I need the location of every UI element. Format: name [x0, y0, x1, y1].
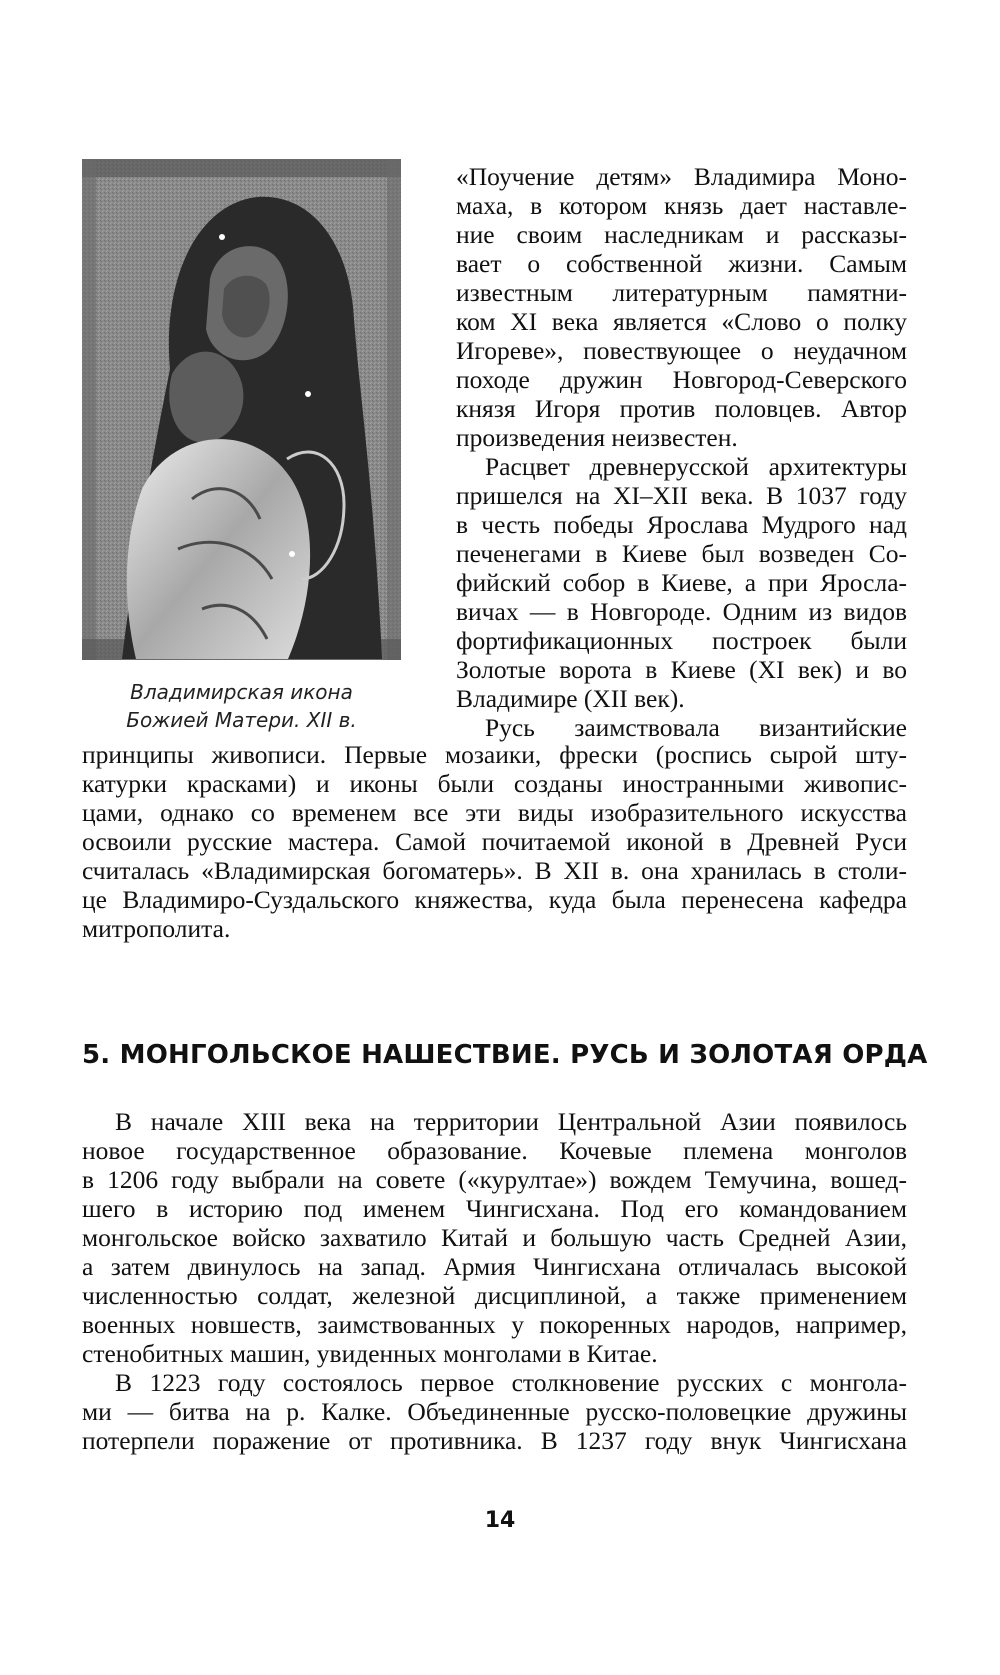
text-line: Золотые ворота в Киеве (XI век) и во	[456, 655, 907, 684]
text-line: шего в историю под именем Чингисхана. Под его командованием	[82, 1194, 907, 1223]
caption-line: Владимирская икона	[130, 680, 353, 704]
text-line: считалась «Владимирская богоматерь». В XII в. она хранилась в столи-	[82, 856, 907, 885]
text-line: принципы живописи. Первые мозаики, фрески (роспись сырой шту-	[82, 740, 907, 769]
text-line: Русь заимствовала византийские	[485, 713, 907, 742]
text-line: произведения неизвестен.	[456, 423, 738, 452]
text-line: численностью солдат, железной дисциплиной, а также применением	[82, 1281, 907, 1310]
icon-figure	[82, 159, 401, 734]
text-line: пришелся на XI–XII века. В 1037 году	[456, 481, 907, 510]
text-line: фийский собор в Киеве, а при Яросла-	[456, 568, 907, 597]
text-line: известным литературным памятни-	[456, 278, 907, 307]
text-line: военных новшеств, заимствованных у покоренных народов, например,	[82, 1310, 907, 1339]
caption-line: Божией Матери. XII в.	[126, 708, 357, 732]
text-line: фортификационных построек были	[456, 626, 907, 655]
text-line: новое государственное образование. Кочевые племена монголов	[82, 1136, 907, 1165]
text-line: Игореве», повествующее о неудачном	[456, 336, 907, 365]
text-line: ние своим наследникам и рассказы-	[456, 220, 907, 249]
text-line: стенобитных машин, увиденных монголами в Китае.	[82, 1339, 658, 1368]
text-line: В начале XIII века на территории Центральной Азии появилось	[115, 1107, 907, 1136]
text-line: Расцвет древнерусской архитектуры	[485, 452, 907, 481]
text-line: ком XI века является «Слово о полку	[456, 307, 907, 336]
text-line: В 1223 году состоялось первое столкновение русских с монгола-	[115, 1368, 907, 1397]
paragraph-mongol-empire	[82, 1107, 907, 1368]
right-column-text	[456, 162, 907, 742]
text-line: потерпели поражение от противника. В 1237 году внук Чингисхана	[82, 1426, 907, 1455]
text-line: «Поучение детям» Владимира Моно-	[456, 162, 907, 191]
text-line: маха, в котором князь дает наставле-	[456, 191, 907, 220]
page-number: 14	[484, 1508, 516, 1533]
text-line: ми — битва на р. Калке. Объединенные русско-половецкие дружины	[82, 1397, 907, 1426]
text-line: монгольское войско захватило Китай и большую часть Средней Азии,	[82, 1223, 907, 1252]
painting-paragraph-continued	[82, 740, 907, 943]
text-line: це Владимиро-Суздальского княжества, куда была перенесена кафедра	[82, 885, 907, 914]
paragraph-architecture	[456, 452, 907, 713]
text-line: а затем двинулось на запад. Армия Чингисхана отличалась высокой	[82, 1252, 907, 1281]
section-heading: 5. МОНГОЛЬСКОЕ НАШЕСТВИЕ. РУСЬ И ЗОЛОТАЯ ОРДА	[82, 1040, 928, 1070]
paragraph-painting-start	[456, 713, 907, 742]
text-line: походе дружин Новгород-Северского	[456, 365, 907, 394]
paragraph-painting-rest	[82, 740, 907, 943]
text-line: в честь победы Ярослава Мудрого над	[456, 510, 907, 539]
text-line: в 1206 году выбрали на совете («курултае») вождем Темучина, вошед-	[82, 1165, 907, 1194]
paragraph-literature	[456, 162, 907, 452]
paragraph-kalka	[82, 1368, 907, 1455]
text-line: Владимире (XII век).	[456, 684, 685, 713]
text-line: цами, однако со временем все эти виды изобразительного искусства	[82, 798, 907, 827]
text-line: князя Игоря против половцев. Автор	[456, 394, 907, 423]
text-line: печенегами в Киеве был возведен Со-	[456, 539, 907, 568]
text-line: митрополита.	[82, 914, 231, 943]
text-line: вает о собственной жизни. Самым	[456, 249, 907, 278]
section-body	[82, 1107, 907, 1455]
text-line: вичах — в Новгороде. Одним из видов	[456, 597, 907, 626]
vladimir-icon-image	[82, 159, 401, 660]
figure-caption	[82, 678, 401, 734]
text-line: катурки красками) и иконы были созданы иностранными живопис-	[82, 769, 907, 798]
text-line: освоили русские мастера. Самой почитаемой иконой в Древней Руси	[82, 827, 907, 856]
